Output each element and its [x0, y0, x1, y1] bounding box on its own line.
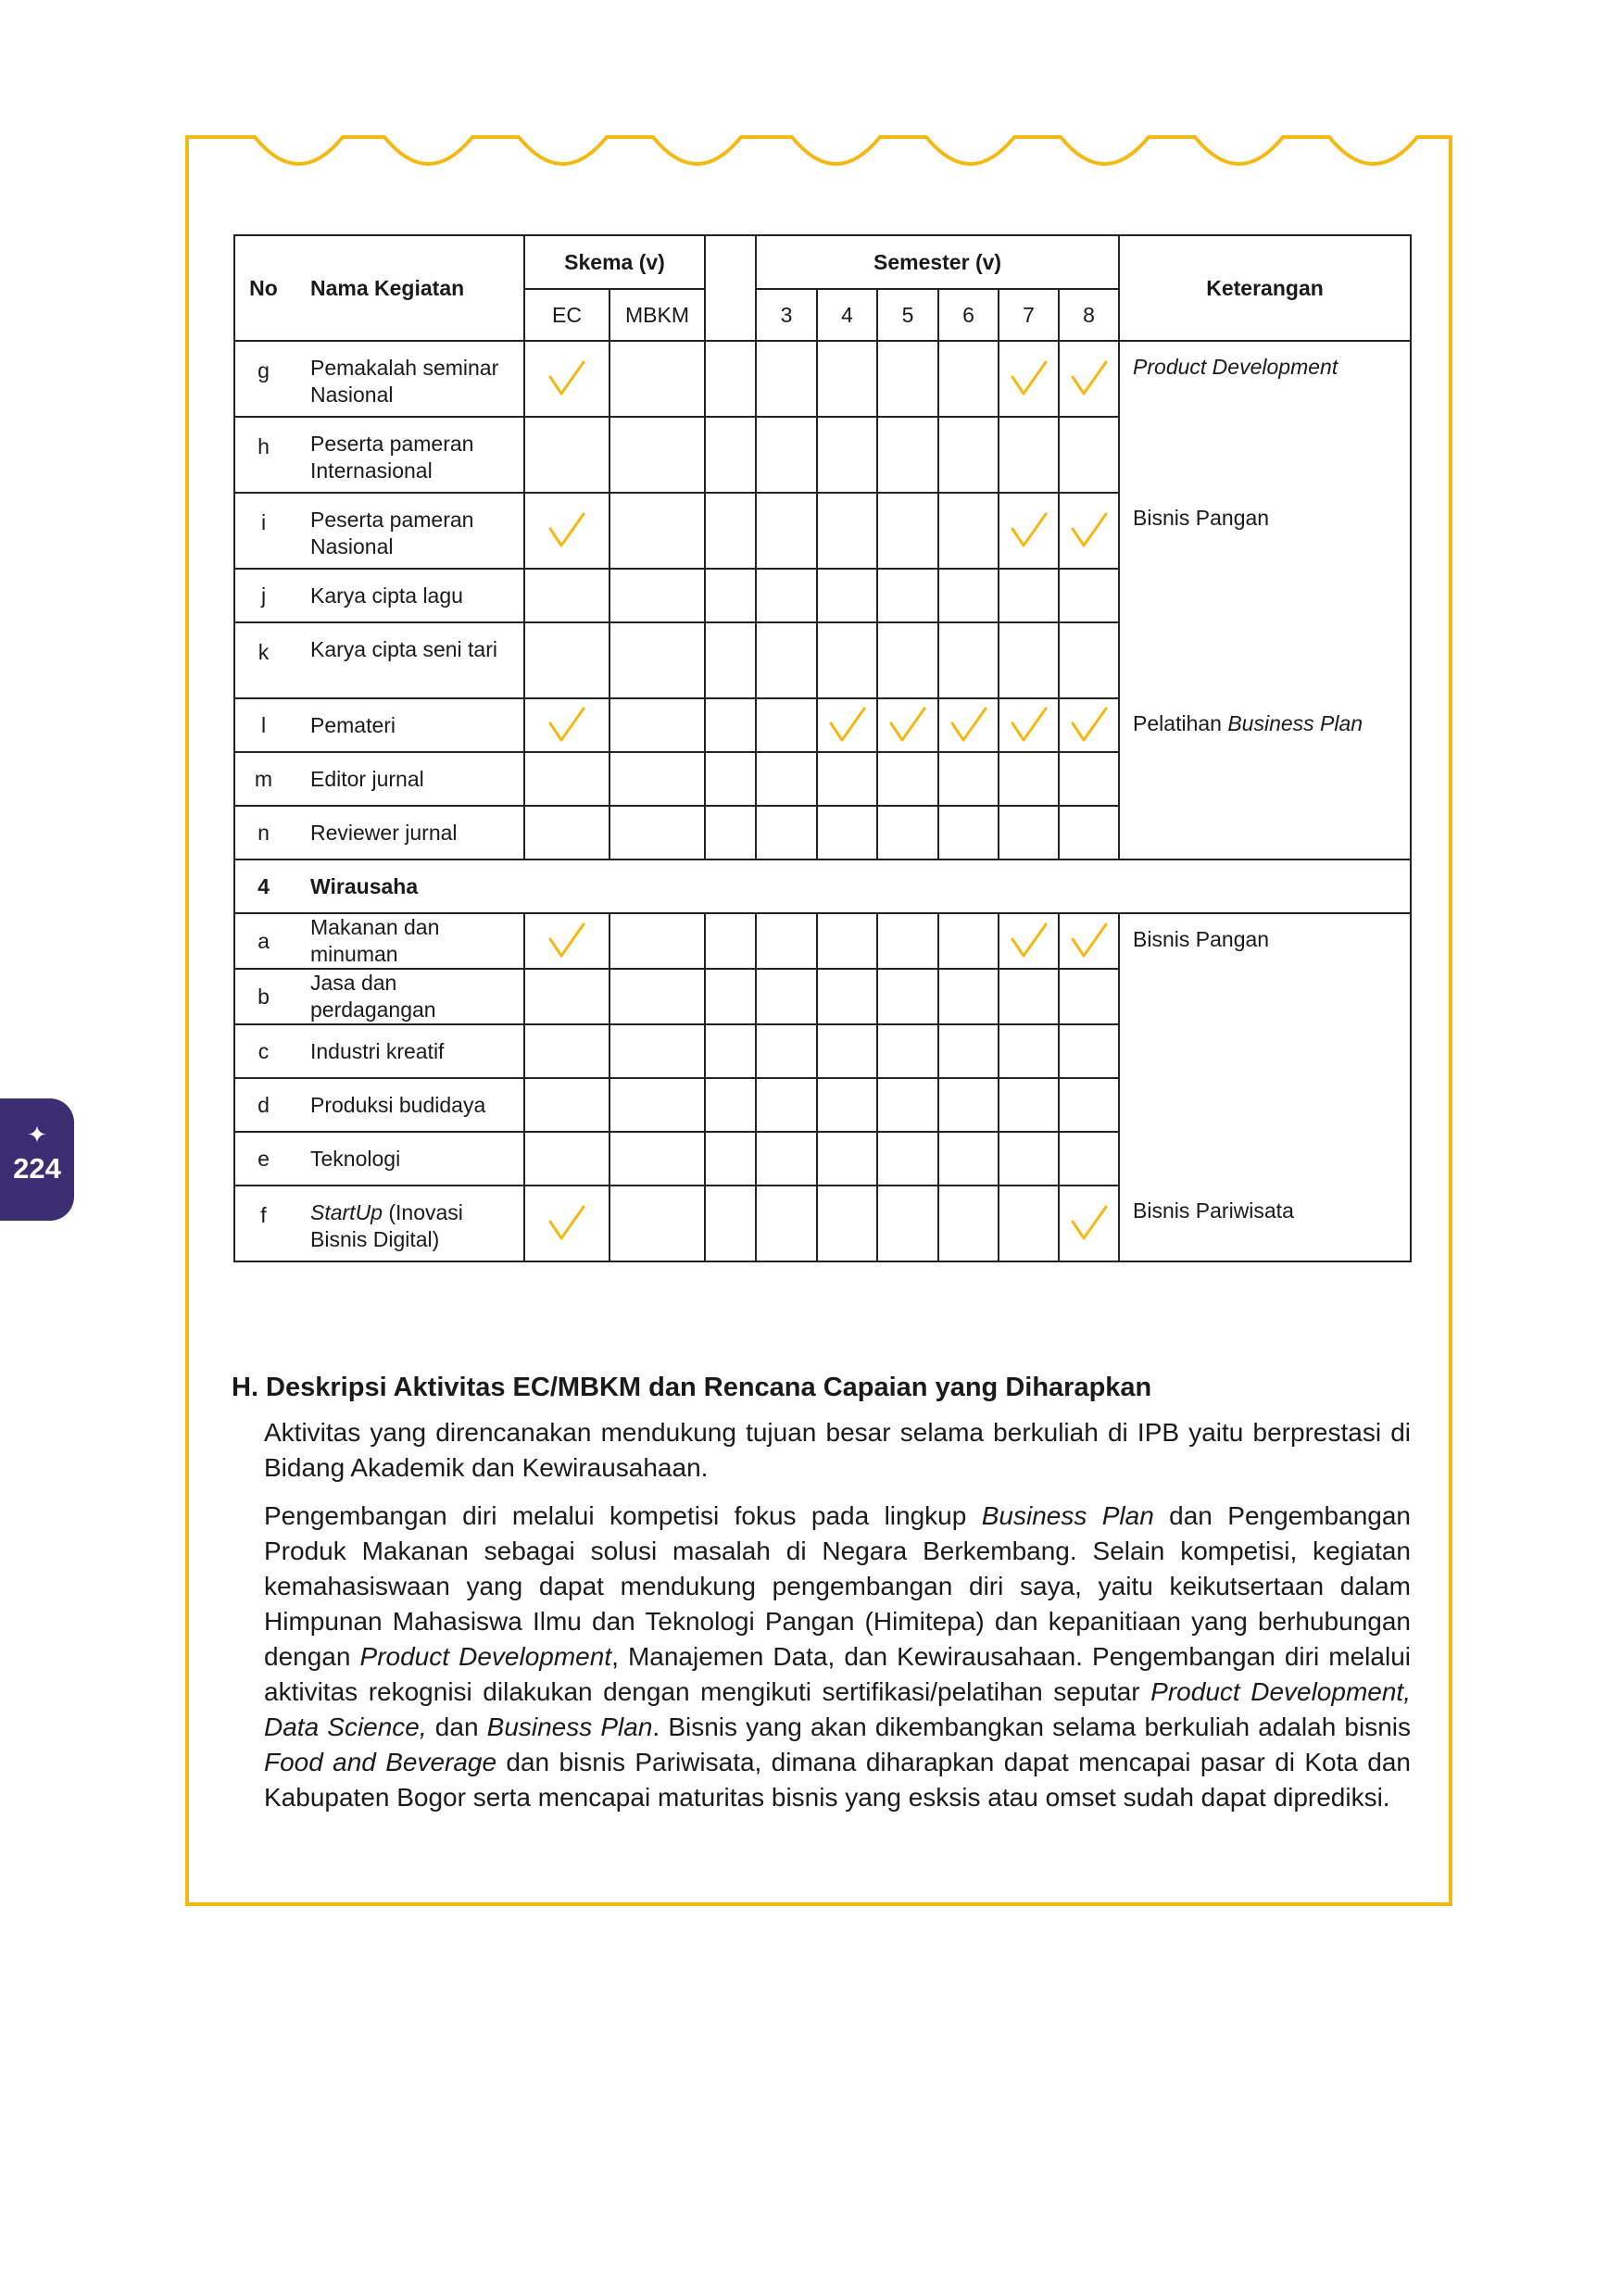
gap-cell — [705, 341, 756, 417]
semester-cell — [756, 622, 817, 698]
header-sem-6: 6 — [938, 289, 999, 341]
row-name: Produksi budidaya — [292, 1078, 524, 1132]
keterangan-cell — [1119, 493, 1411, 569]
semester-cell — [756, 1132, 817, 1186]
semester-cell — [1059, 417, 1119, 493]
semester-cell — [999, 493, 1059, 569]
semester-cell — [877, 913, 938, 969]
check-icon — [547, 705, 587, 746]
row-no: c — [234, 1024, 292, 1078]
semester-cell — [817, 913, 877, 969]
sparkle-icon: ✦ — [27, 1121, 47, 1148]
table-row — [234, 913, 1411, 969]
gap-cell — [705, 622, 756, 698]
row-no: g — [234, 341, 292, 417]
keterangan-italic: Business Plan — [1227, 711, 1363, 735]
ec-cell — [524, 1024, 609, 1078]
table-row — [234, 417, 1411, 493]
semester-cell — [756, 969, 817, 1024]
check-icon — [827, 705, 868, 746]
table-row — [234, 1186, 1411, 1261]
semester-cell — [938, 969, 999, 1024]
mbkm-cell — [609, 569, 705, 622]
header-sem-5: 5 — [877, 289, 938, 341]
semester-cell — [817, 341, 877, 417]
semester-cell — [938, 913, 999, 969]
row-no: f — [234, 1186, 292, 1261]
semester-cell — [877, 569, 938, 622]
italic-text: Business Plan — [486, 1713, 653, 1741]
keterangan-cell — [1119, 1132, 1411, 1186]
semester-cell — [938, 752, 999, 806]
table-row — [234, 698, 1411, 752]
semester-cell — [817, 1024, 877, 1078]
keterangan-cell — [1119, 806, 1411, 859]
row-name: Reviewer jurnal — [292, 806, 524, 859]
semester-cell — [817, 493, 877, 569]
row-name: Karya cipta lagu — [292, 569, 524, 622]
gap-cell — [705, 806, 756, 859]
semester-cell — [877, 698, 938, 752]
table-row — [234, 622, 1411, 698]
semester-cell — [877, 1024, 938, 1078]
semester-cell — [999, 752, 1059, 806]
mbkm-cell — [609, 493, 705, 569]
keterangan-cell — [1119, 1186, 1411, 1261]
check-icon — [547, 1203, 587, 1244]
semester-cell — [1059, 493, 1119, 569]
table-row — [234, 752, 1411, 806]
semester-cell — [877, 341, 938, 417]
header-keterangan: Keterangan — [1119, 235, 1411, 341]
mbkm-cell — [609, 1078, 705, 1132]
semester-cell — [877, 1186, 938, 1261]
italic-text: Product Development — [359, 1642, 612, 1671]
keterangan-cell — [1119, 341, 1411, 417]
ec-cell — [524, 698, 609, 752]
semester-cell — [1059, 1024, 1119, 1078]
header-no: No — [234, 235, 292, 341]
semester-cell — [756, 1186, 817, 1261]
semester-cell — [877, 493, 938, 569]
semester-cell — [999, 622, 1059, 698]
row-no: a — [234, 913, 292, 969]
mbkm-cell — [609, 806, 705, 859]
header-sem-3: 3 — [756, 289, 817, 341]
keterangan-cell — [1119, 1078, 1411, 1132]
semester-cell — [1059, 569, 1119, 622]
row-no: d — [234, 1078, 292, 1132]
semester-cell — [1059, 913, 1119, 969]
semester-cell — [999, 969, 1059, 1024]
semester-cell — [877, 969, 938, 1024]
row-name: Editor jurnal — [292, 752, 524, 806]
check-icon — [1069, 358, 1110, 399]
row-name: Peserta pameran Internasional — [292, 417, 524, 493]
ec-cell — [524, 1132, 609, 1186]
semester-cell — [938, 1078, 999, 1132]
semester-cell — [999, 1186, 1059, 1261]
keterangan-text: Pelatihan — [1133, 711, 1228, 735]
semester-cell — [756, 698, 817, 752]
header-mbkm: MBKM — [609, 289, 705, 341]
mbkm-cell — [609, 1024, 705, 1078]
semester-cell — [938, 569, 999, 622]
row-name: Industri kreatif — [292, 1024, 524, 1078]
semester-cell — [999, 341, 1059, 417]
header-gap — [705, 235, 756, 341]
gap-cell — [705, 698, 756, 752]
text-run: dan Pengembangan Produk Makanan sebagai solusi masalah di Negara Berkembang. Selain kompetisi, kegiatan kemahasiswaan yang dapat mendukung pengembangan diri saya, yaitu keikutsertaan dalam Himpunan Mahasiswa Ilmu dan Teknologi Pangan (Himitepa) dan kepanitiaan yang berhubungan dengan — [264, 1501, 1411, 1671]
text-run: Pengembangan diri melalui kompetisi fokus pada lingkup — [264, 1501, 982, 1530]
keterangan-text: Bisnis Pariwisata — [1133, 1198, 1294, 1223]
ec-cell — [524, 752, 609, 806]
ec-cell — [524, 969, 609, 1024]
semester-cell — [756, 417, 817, 493]
check-icon — [949, 705, 989, 746]
semester-cell — [938, 417, 999, 493]
page-number: 224 — [13, 1152, 61, 1185]
text-run: dan — [426, 1713, 487, 1741]
section-h-paragraph-2 — [264, 1499, 1411, 1815]
ec-cell — [524, 341, 609, 417]
semester-cell — [877, 806, 938, 859]
mbkm-cell — [609, 698, 705, 752]
semester-cell — [999, 569, 1059, 622]
keterangan-cell — [1119, 417, 1411, 493]
page-number-tab — [0, 1098, 74, 1221]
text-run: dan bisnis Pariwisata, dimana diharapkan dapat mencapai pasar di Kota dan Kabupaten Bogor serta mencapai maturitas bisnis yang esksis atau omset sudah dapat diprediksi. — [264, 1748, 1411, 1812]
keterangan-cell — [1119, 969, 1411, 1024]
semester-cell — [999, 1132, 1059, 1186]
gap-cell — [705, 969, 756, 1024]
semester-cell — [938, 622, 999, 698]
table-row — [234, 493, 1411, 569]
semester-cell — [1059, 1132, 1119, 1186]
semester-cell — [999, 417, 1059, 493]
semester-cell — [756, 1078, 817, 1132]
header-sem-4: 4 — [817, 289, 877, 341]
table-row — [234, 341, 1411, 417]
semester-cell — [817, 1132, 877, 1186]
semester-cell — [756, 493, 817, 569]
table-row — [234, 1132, 1411, 1186]
semester-cell — [756, 913, 817, 969]
semester-cell — [817, 1186, 877, 1261]
check-icon — [547, 921, 587, 961]
semester-cell — [1059, 1186, 1119, 1261]
check-icon — [1009, 358, 1049, 399]
row-name: Pemakalah seminar Nasional — [292, 341, 524, 417]
gap-cell — [705, 417, 756, 493]
check-icon — [1009, 510, 1049, 551]
header-name: Nama Kegiatan — [292, 235, 524, 341]
semester-cell — [817, 417, 877, 493]
mbkm-cell — [609, 969, 705, 1024]
row-name: Karya cipta seni tari — [292, 622, 524, 698]
table-row — [234, 969, 1411, 1024]
semester-cell — [817, 1078, 877, 1132]
section-no: 4 — [234, 859, 292, 913]
keterangan-cell — [1119, 913, 1411, 969]
row-name: Teknologi — [292, 1132, 524, 1186]
semester-cell — [877, 622, 938, 698]
semester-cell — [999, 1024, 1059, 1078]
keterangan-cell — [1119, 622, 1411, 698]
ec-cell — [524, 569, 609, 622]
ec-cell — [524, 1186, 609, 1261]
semester-cell — [817, 752, 877, 806]
semester-cell — [877, 1078, 938, 1132]
gap-cell — [705, 493, 756, 569]
table-row — [234, 1078, 1411, 1132]
semester-cell — [877, 1132, 938, 1186]
semester-cell — [877, 752, 938, 806]
semester-cell — [938, 1186, 999, 1261]
check-icon — [1069, 510, 1110, 551]
check-icon — [547, 358, 587, 399]
ec-cell — [524, 913, 609, 969]
row-no: e — [234, 1132, 292, 1186]
section-h-paragraph-1: Aktivitas yang direncanakan mendukung tujuan besar selama berkuliah di IPB yaitu berprestasi di Bidang Akademik dan Kewirausahaan. — [264, 1418, 1411, 1482]
semester-cell — [1059, 341, 1119, 417]
text-run: . Bisnis yang akan dikembangkan selama berkuliah adalah bisnis — [652, 1713, 1411, 1741]
semester-cell — [1059, 1078, 1119, 1132]
semester-cell — [1059, 969, 1119, 1024]
semester-cell — [756, 341, 817, 417]
table-row — [234, 1024, 1411, 1078]
header-sem-8: 8 — [1059, 289, 1119, 341]
row-name: Jasa dan perdagangan — [292, 969, 524, 1024]
header-semester: Semester (v) — [756, 235, 1119, 289]
table-row — [234, 806, 1411, 859]
semester-cell — [817, 969, 877, 1024]
section-name: Wirausaha — [292, 859, 1411, 913]
row-name: Makanan dan minuman — [292, 913, 524, 969]
semester-cell — [1059, 622, 1119, 698]
check-icon — [1069, 705, 1110, 746]
mbkm-cell — [609, 417, 705, 493]
semester-cell — [756, 1024, 817, 1078]
ec-cell — [524, 622, 609, 698]
table-row — [234, 569, 1411, 622]
gap-cell — [705, 569, 756, 622]
semester-cell — [756, 752, 817, 806]
semester-cell — [999, 1078, 1059, 1132]
activity-table — [233, 234, 1412, 1262]
semester-cell — [938, 341, 999, 417]
semester-cell — [756, 569, 817, 622]
row-no: l — [234, 698, 292, 752]
mbkm-cell — [609, 1186, 705, 1261]
check-icon — [547, 510, 587, 551]
row-name — [292, 1186, 524, 1261]
semester-cell — [817, 622, 877, 698]
keterangan-text: Bisnis Pangan — [1133, 506, 1270, 530]
row-no: i — [234, 493, 292, 569]
semester-cell — [1059, 698, 1119, 752]
mbkm-cell — [609, 752, 705, 806]
ec-cell — [524, 806, 609, 859]
header-ec: EC — [524, 289, 609, 341]
gap-cell — [705, 1132, 756, 1186]
semester-cell — [999, 698, 1059, 752]
check-icon — [1069, 921, 1110, 961]
check-icon — [887, 705, 928, 746]
header-sem-7: 7 — [999, 289, 1059, 341]
row-name-italic: StartUp — [310, 1200, 383, 1224]
semester-cell — [938, 1132, 999, 1186]
row-no: b — [234, 969, 292, 1024]
row-no: j — [234, 569, 292, 622]
keterangan-cell — [1119, 698, 1411, 752]
check-icon — [1009, 705, 1049, 746]
gap-cell — [705, 1078, 756, 1132]
semester-cell — [1059, 752, 1119, 806]
semester-cell — [817, 698, 877, 752]
check-icon — [1009, 921, 1049, 961]
gap-cell — [705, 752, 756, 806]
semester-cell — [817, 806, 877, 859]
section-row — [234, 859, 1411, 913]
row-name: Pemateri — [292, 698, 524, 752]
gap-cell — [705, 1024, 756, 1078]
keterangan-text: Product Development — [1133, 355, 1338, 379]
row-no: h — [234, 417, 292, 493]
row-no: n — [234, 806, 292, 859]
ec-cell — [524, 493, 609, 569]
italic-text: Business Plan — [981, 1501, 1154, 1530]
keterangan-text: Bisnis Pangan — [1133, 927, 1270, 951]
row-name-rest: (Inovasi Bisnis Digital) — [310, 1200, 463, 1251]
row-no: k — [234, 622, 292, 698]
ec-cell — [524, 417, 609, 493]
header-skema: Skema (v) — [524, 235, 705, 289]
semester-cell — [756, 806, 817, 859]
check-icon — [1069, 1203, 1110, 1244]
text-run: , Manajemen Data, dan Kewirausahaan. Pengembangan diri melalui aktivitas rekognisi dilakukan dengan mengikuti sertifikasi/pelatihan seputar — [264, 1642, 1411, 1706]
italic-text: Product Development, Data Science, — [264, 1677, 1411, 1741]
keterangan-cell — [1119, 569, 1411, 622]
semester-cell — [999, 806, 1059, 859]
gap-cell — [705, 913, 756, 969]
semester-cell — [938, 493, 999, 569]
keterangan-cell — [1119, 752, 1411, 806]
mbkm-cell — [609, 913, 705, 969]
row-name: Peserta pameran Nasional — [292, 493, 524, 569]
semester-cell — [877, 417, 938, 493]
ec-cell — [524, 1078, 609, 1132]
semester-cell — [938, 1024, 999, 1078]
mbkm-cell — [609, 1132, 705, 1186]
keterangan-cell — [1119, 1024, 1411, 1078]
semester-cell — [938, 806, 999, 859]
semester-cell — [999, 913, 1059, 969]
section-h-title: H. Deskripsi Aktivitas EC/MBKM dan Rencana Capaian yang Diharapkan — [232, 1373, 1152, 1402]
italic-text: Food and Beverage — [264, 1748, 497, 1776]
semester-cell — [938, 698, 999, 752]
gap-cell — [705, 1186, 756, 1261]
row-no: m — [234, 752, 292, 806]
semester-cell — [1059, 806, 1119, 859]
semester-cell — [817, 569, 877, 622]
mbkm-cell — [609, 622, 705, 698]
mbkm-cell — [609, 341, 705, 417]
